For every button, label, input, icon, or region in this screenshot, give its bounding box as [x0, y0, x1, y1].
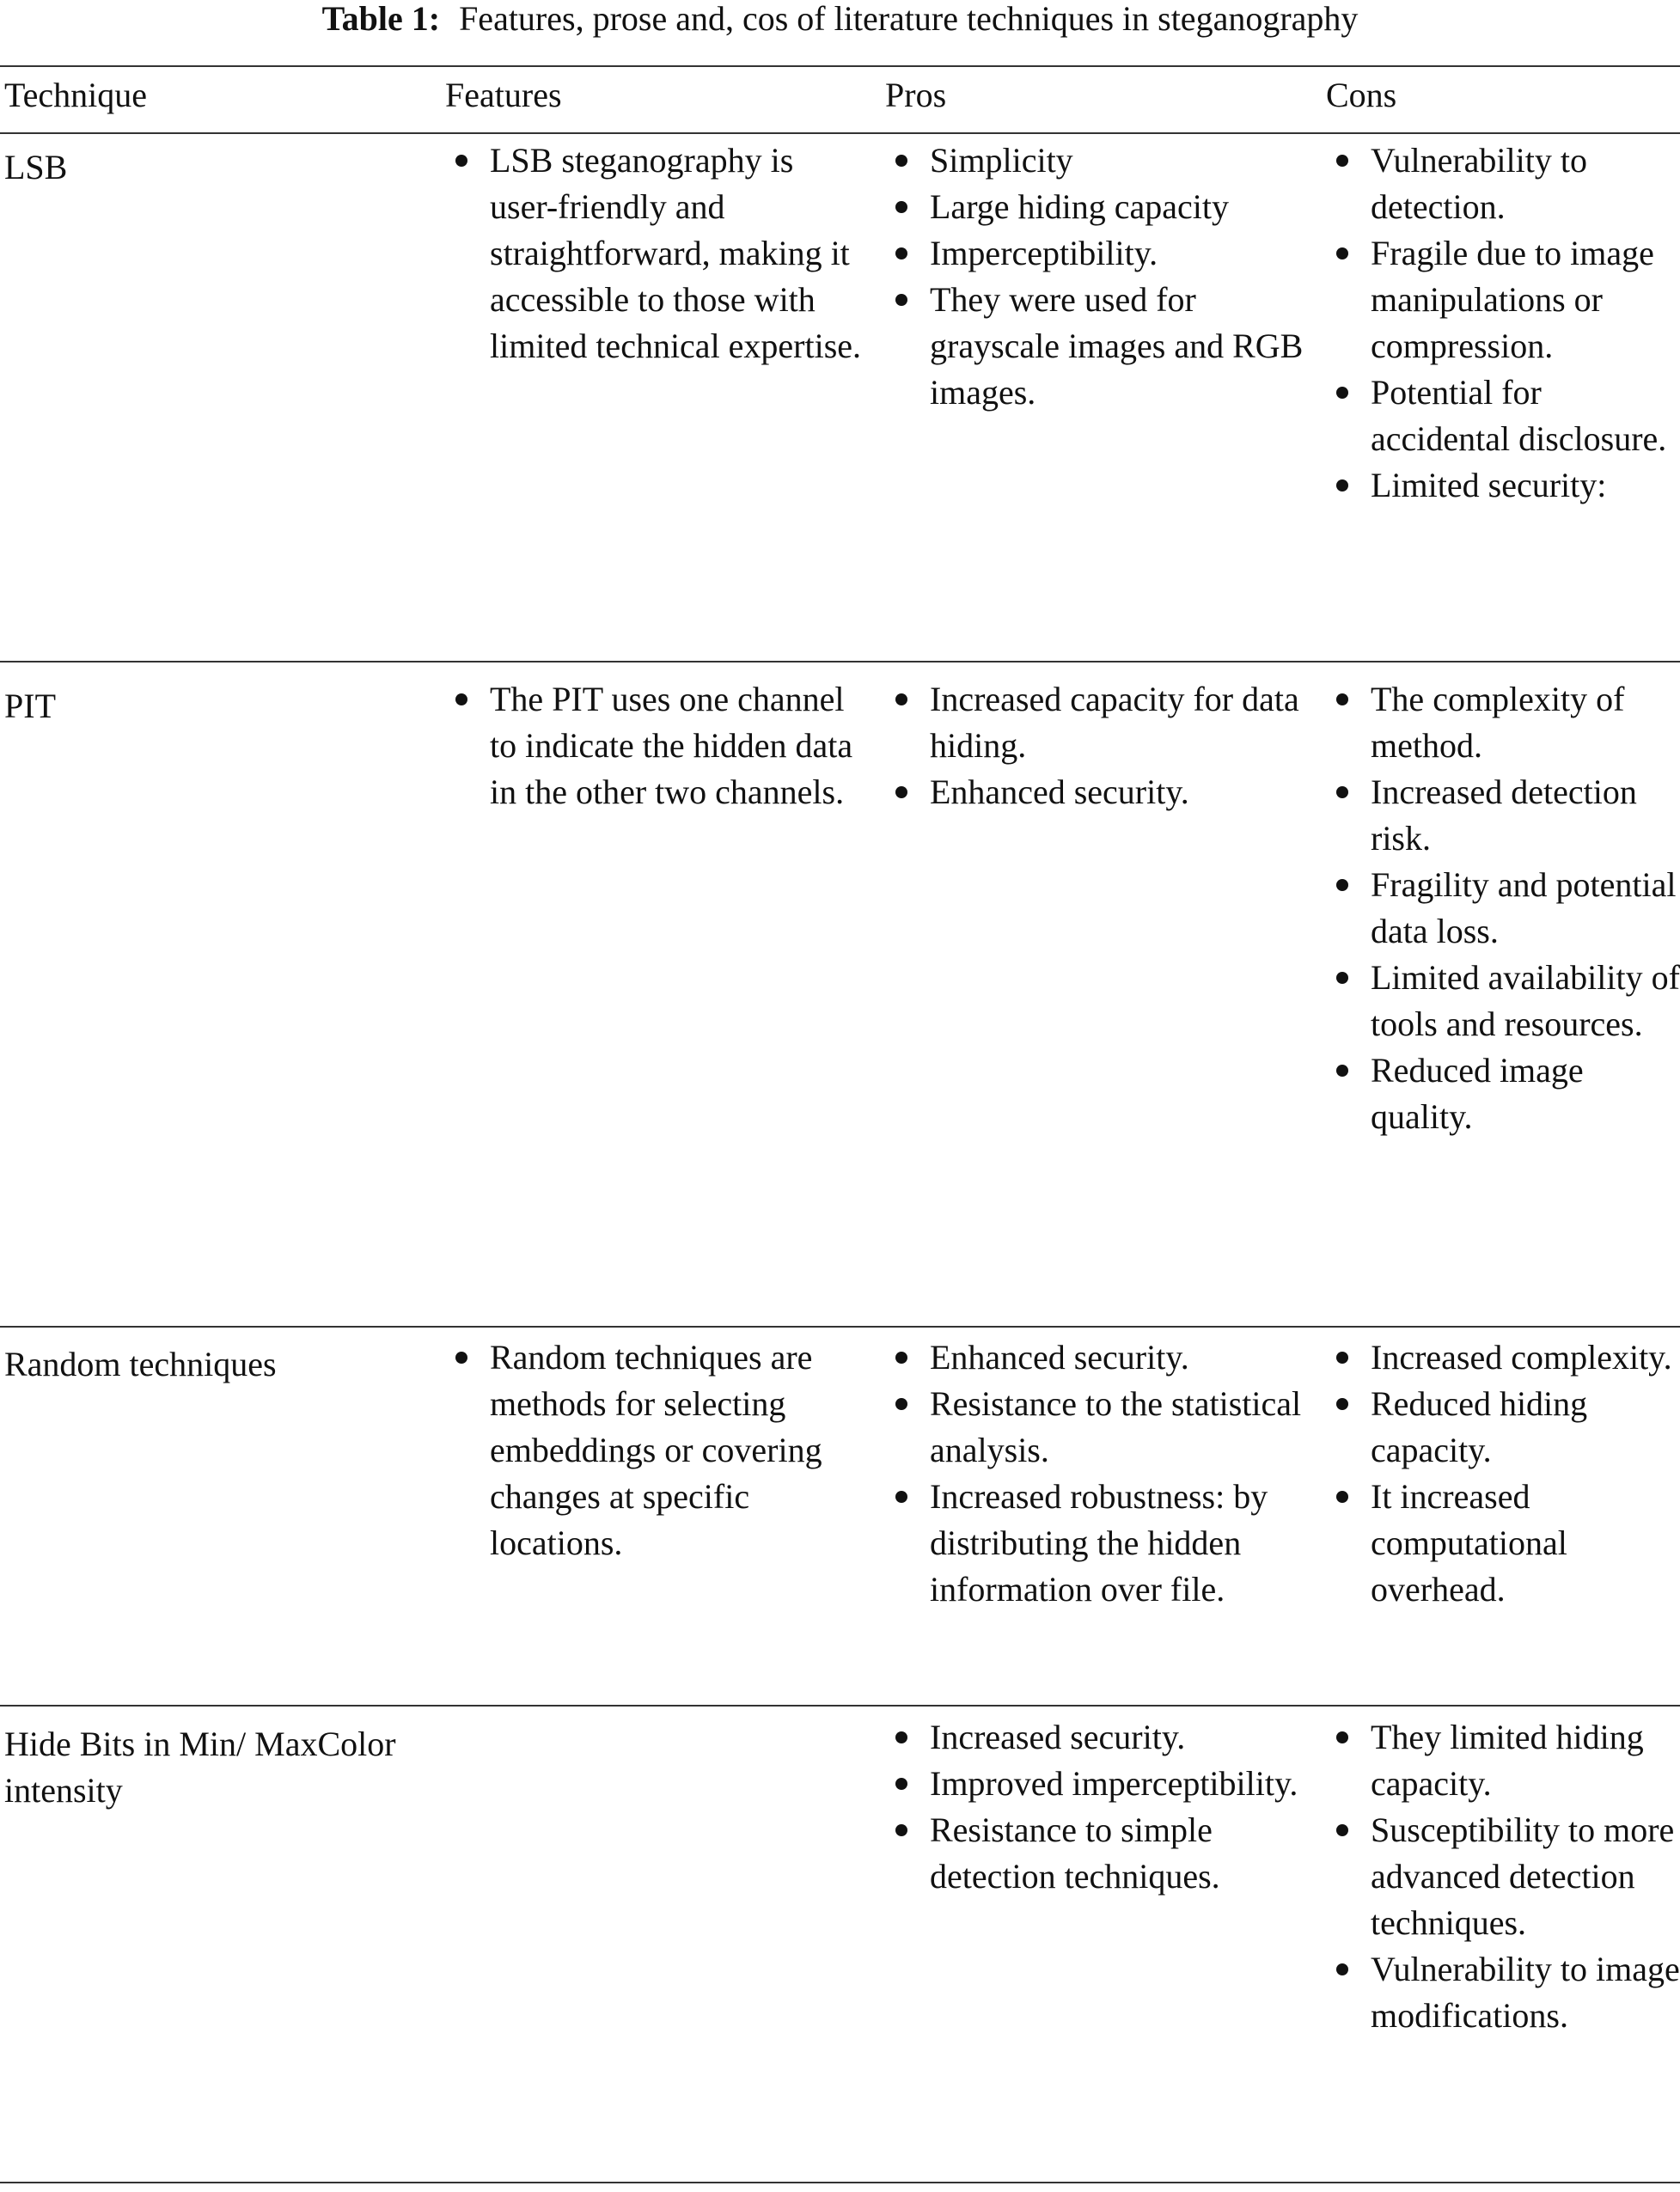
cons-item: Reduced hiding capacity. — [1326, 1381, 1680, 1474]
pros-item: Improved imperceptibility. — [885, 1761, 1323, 1807]
pros-cell — [885, 1714, 1323, 1900]
table-caption-label: Table 1: — [321, 0, 441, 38]
technique-cell: PIT — [4, 687, 56, 725]
features-cell — [445, 137, 866, 369]
table-caption-text: Features, prose and, cos of literature techniques in steganography — [459, 0, 1359, 38]
cons-item: Susceptibility to more advanced detection techniques. — [1326, 1807, 1680, 1946]
cons-cell — [1326, 676, 1680, 1140]
cons-cell — [1326, 1714, 1680, 2039]
cons-item: Limited security: — [1326, 462, 1680, 509]
technique-cell: LSB — [4, 148, 68, 186]
row-separator-rule — [0, 1326, 1680, 1328]
pros-cell — [885, 137, 1323, 416]
pros-item: Simplicity — [885, 137, 1323, 184]
cons-item: Reduced image quality. — [1326, 1047, 1680, 1140]
pros-cell — [885, 676, 1323, 815]
cons-item: Vulnerability to image modifications. — [1326, 1946, 1680, 2039]
table-header-row — [0, 72, 1680, 124]
pros-item: Resistance to the statistical analysis. — [885, 1381, 1323, 1474]
cons-item: Vulnerability to detection. — [1326, 137, 1680, 230]
pros-item: They were used for grayscale images and RGB images. — [885, 277, 1323, 416]
cons-item: Fragile due to image manipulations or compression. — [1326, 230, 1680, 369]
pros-item: Increased capacity for data hiding. — [885, 676, 1323, 769]
header-pros: Pros — [885, 76, 947, 114]
features-cell — [445, 676, 866, 815]
cons-cell — [1326, 1334, 1680, 1613]
pros-item: Increased robustness: by distributing the hidden information over file. — [885, 1474, 1323, 1613]
cons-item: Limited availability of tools and resources. — [1326, 955, 1680, 1047]
table-bottom-rule — [0, 2182, 1680, 2183]
header-cons: Cons — [1326, 76, 1397, 114]
features-item: Random techniques are methods for selecting embeddings or covering changes at specific locations. — [445, 1334, 866, 1566]
table-caption — [0, 0, 1680, 38]
table-top-rule — [0, 65, 1680, 67]
header-technique: Technique — [4, 76, 148, 114]
pros-item: Enhanced security. — [885, 1334, 1323, 1381]
table-header-rule — [0, 132, 1680, 134]
technique-cell: Hide Bits in Min/ MaxColor intensity — [4, 1725, 396, 1810]
pros-item: Enhanced security. — [885, 769, 1323, 815]
pros-item: Imperceptibility. — [885, 230, 1323, 277]
cons-item: Fragility and potential data loss. — [1326, 862, 1680, 955]
features-cell — [445, 1334, 866, 1566]
pros-item: Increased security. — [885, 1714, 1323, 1761]
cons-item: They limited hiding capacity. — [1326, 1714, 1680, 1807]
features-item: LSB steganography is user-friendly and straightforward, making it accessible to those with limited technical expertise. — [445, 137, 866, 369]
pros-cell — [885, 1334, 1323, 1613]
row-separator-rule — [0, 661, 1680, 662]
cons-item: The complexity of method. — [1326, 676, 1680, 769]
cons-item: Increased detection risk. — [1326, 769, 1680, 862]
row-separator-rule — [0, 1705, 1680, 1707]
header-features: Features — [445, 76, 562, 114]
features-item: The PIT uses one channel to indicate the hidden data in the other two channels. — [445, 676, 866, 815]
technique-cell: Random techniques — [4, 1345, 277, 1383]
cons-item: Potential for accidental disclosure. — [1326, 369, 1680, 462]
cons-cell — [1326, 137, 1680, 509]
pros-item: Resistance to simple detection techniques. — [885, 1807, 1323, 1900]
cons-item: It increased computational overhead. — [1326, 1474, 1680, 1613]
pros-item: Large hiding capacity — [885, 184, 1323, 230]
cons-item: Increased complexity. — [1326, 1334, 1680, 1381]
